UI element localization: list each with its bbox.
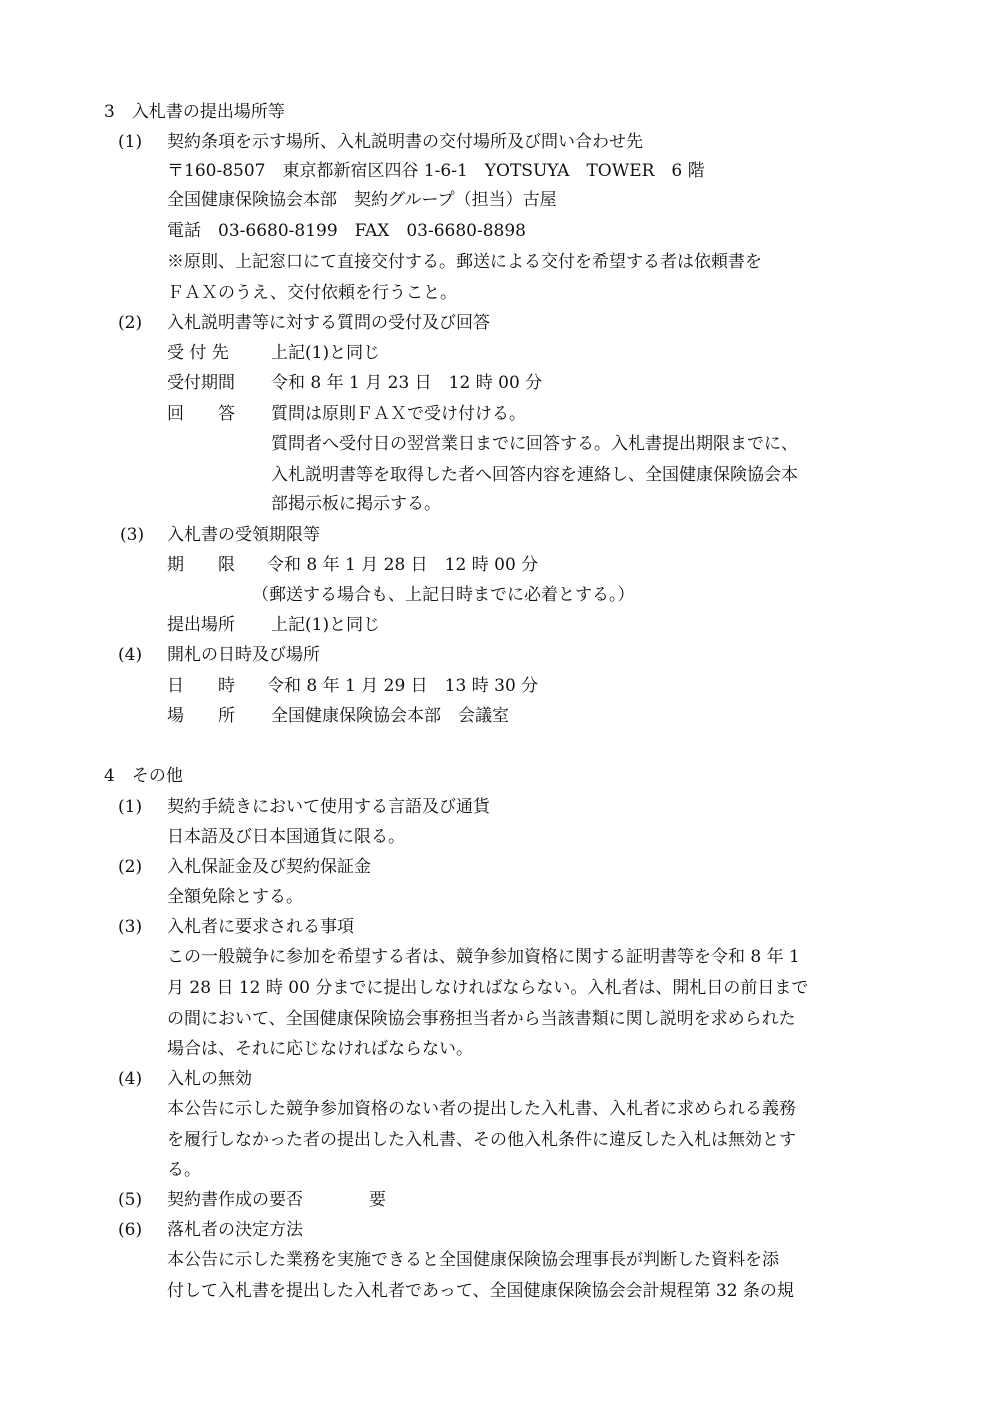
item-title: 落札者の決定方法 xyxy=(167,1220,303,1240)
field-value: 令和 8 年 1 月 29 日 13 時 30 分 xyxy=(267,676,539,696)
field-value: 上記(1)と同じ xyxy=(271,615,381,635)
contact-organization: 全国健康保険協会本部 契約グループ（担当）古屋 xyxy=(167,190,557,210)
section-4-heading: 4 その他 xyxy=(104,766,183,786)
field-value: 令和 8 年 1 月 28 日 12 時 00 分 xyxy=(267,555,539,575)
item-body-line: 月 28 日 12 時 00 分までに提出しなければならない。入札者は、開札日の前日まで xyxy=(167,978,809,998)
item-title: 入札書の受領期限等 xyxy=(167,525,320,545)
delivery-note-line-1: ※原則、上記窓口にて直接交付する。郵送による交付を希望する者は依頼書を xyxy=(167,252,762,272)
item-number: (3) xyxy=(118,917,143,937)
field-label: 日 時 xyxy=(167,676,235,696)
contact-address: 〒160-8507 東京都新宿区四谷 1-6-1 YOTSUYA TOWER 6 階 xyxy=(167,161,705,181)
contact-phone-fax: 電話 03-6680-8199 FAX 03-6680-8898 xyxy=(167,221,526,241)
answer-text-line-2: 質問者へ受付日の翌営業日までに回答する。入札書提出期限までに、 xyxy=(271,434,798,454)
field-label: 回 答 xyxy=(167,404,235,424)
field-value: 令和 8 年 1 月 23 日 12 時 00 分 xyxy=(271,373,543,393)
item-body-line: の間において、全国健康保険協会事務担当者から当該書類に関し説明を求められた xyxy=(167,1009,796,1029)
field-label: 受付期間 xyxy=(167,373,235,393)
item-body-line: る。 xyxy=(167,1160,201,1180)
item-title: 入札説明書等に対する質問の受付及び回答 xyxy=(167,313,490,333)
item-title: 入札者に要求される事項 xyxy=(167,917,354,937)
item-body-line: 付して入札書を提出した入札者であって、全国健康保険協会会計規程第 32 条の規 xyxy=(167,1281,794,1301)
item-body-line: 場合は、それに応じなければならない。 xyxy=(167,1039,473,1059)
field-label: 場 所 xyxy=(167,706,235,726)
item-body-line: を履行しなかった者の提出した入札書、その他入札条件に違反した入札は無効とす xyxy=(167,1130,796,1150)
item-body-line: 本公告に示した業務を実施できると全国健康保険協会理事長が判断した資料を添 xyxy=(167,1250,779,1270)
item-body-line: 全額免除とする。 xyxy=(167,887,303,907)
item-body-line: 本公告に示した競争参加資格のない者の提出した入札書、入札者に求められる義務 xyxy=(167,1099,796,1119)
delivery-note-line-2: ＦＡＸのうえ、交付依頼を行うこと。 xyxy=(167,283,458,303)
item-number: (4) xyxy=(118,1069,143,1089)
item-number: (1) xyxy=(118,132,143,152)
item-number: (1) xyxy=(118,797,143,817)
answer-text-line-3: 入札説明書等を取得した者へ回答内容を連絡し、全国健康保険協会本 xyxy=(271,465,798,485)
field-value: 全国健康保険協会本部 会議室 xyxy=(271,706,509,726)
item-number: (3) xyxy=(120,525,145,545)
field-value: 要 xyxy=(369,1190,386,1210)
field-label: 受 付 先 xyxy=(167,343,229,363)
item-number: (2) xyxy=(118,313,143,333)
item-title: 入札の無効 xyxy=(167,1069,252,1089)
section-3-heading: 3 入札書の提出場所等 xyxy=(104,102,285,122)
item-number: (4) xyxy=(118,645,143,665)
field-label: 提出場所 xyxy=(167,615,235,635)
field-value: 上記(1)と同じ xyxy=(271,343,381,363)
item-body-line: この一般競争に参加を希望する者は、競争参加資格に関する証明書等を令和 8 年 1 xyxy=(167,947,800,967)
answer-text-line-4: 部掲示板に掲示する。 xyxy=(271,494,441,514)
item-body-line: 日本語及び日本国通貨に限る。 xyxy=(167,827,405,847)
item-title: 開札の日時及び場所 xyxy=(167,645,320,665)
item-number: (5) xyxy=(118,1190,143,1210)
answer-text-line-1: 質問は原則ＦＡＸで受け付ける。 xyxy=(271,404,526,424)
item-number: (6) xyxy=(118,1220,143,1240)
item-title: 契約条項を示す場所、入札説明書の交付場所及び問い合わせ先 xyxy=(167,132,643,152)
item-number: (2) xyxy=(118,857,143,877)
deadline-note: （郵送する場合も、上記日時までに必着とする。） xyxy=(252,585,635,605)
item-title: 契約手続きにおいて使用する言語及び通貨 xyxy=(167,797,490,817)
item-title: 契約書作成の要否 xyxy=(167,1190,303,1210)
item-title: 入札保証金及び契約保証金 xyxy=(167,857,371,877)
field-label: 期 限 xyxy=(167,555,235,575)
